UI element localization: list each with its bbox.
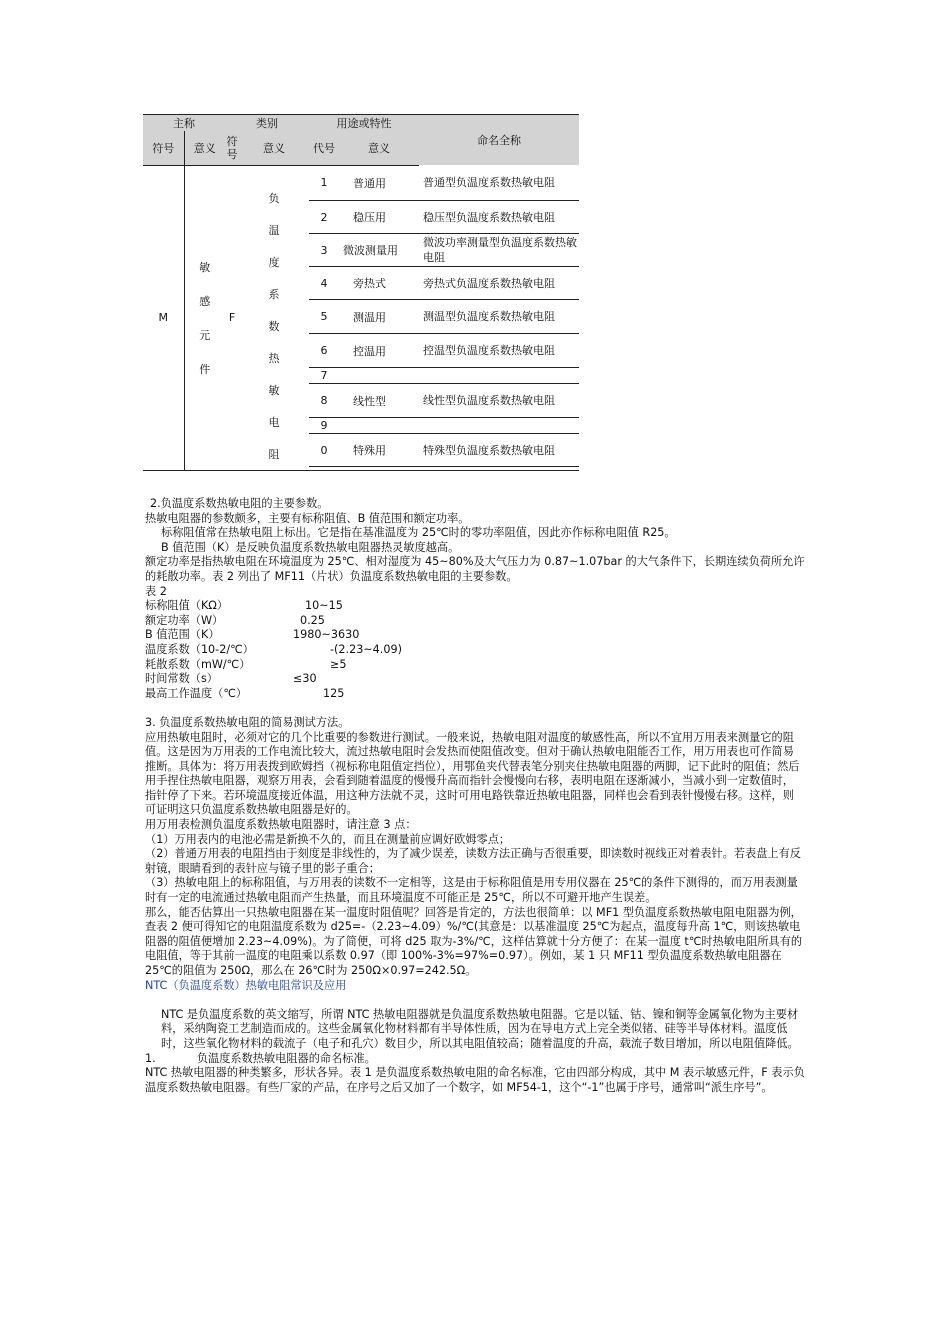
header-category: 类别 xyxy=(225,115,309,132)
ntc-heading-1 xyxy=(145,1052,805,1067)
table-2-label: 表 2 xyxy=(145,584,167,598)
category-meaning xyxy=(239,182,309,470)
param-name: 最高工作温度（℃） xyxy=(145,686,248,700)
row-code: 3 xyxy=(309,234,339,267)
table-row xyxy=(309,201,579,234)
param-name: 额定功率（W） xyxy=(145,613,224,627)
row-code: 9 xyxy=(309,418,339,434)
main-meaning-char: 敏 xyxy=(199,260,211,274)
heading-number: 1. xyxy=(145,1051,156,1065)
row-full-name: 稳压型负温度系数热敏电阻 xyxy=(419,201,579,234)
param-row xyxy=(145,599,805,614)
param-name: 温度系数（10-2/℃） xyxy=(145,642,254,656)
param-value: 0.25 xyxy=(300,613,325,627)
paragraph: 用万用表检测负温度系数热敏电阻器时，请注意 3 点： xyxy=(145,818,417,832)
table-row xyxy=(309,300,579,334)
header-main-name: 主称 xyxy=(143,115,225,132)
main-meaning-char: 元 xyxy=(199,328,211,342)
category-meaning-char: 敏 xyxy=(268,383,280,397)
header-code: 代号 xyxy=(309,131,339,165)
heading-text: 负温度系数热敏电阻器的命名标准。 xyxy=(196,1051,376,1065)
param-row xyxy=(145,643,805,658)
category-meaning-char: 温 xyxy=(268,223,280,237)
row-full-name xyxy=(419,368,579,384)
main-meaning-cell xyxy=(184,165,225,470)
main-meaning-char: 件 xyxy=(199,362,211,376)
row-full-name: 线性型负温度系数热敏电阻 xyxy=(419,384,579,418)
row-full-name: 微波功率测量型负温度系数热敏电阻 xyxy=(419,234,579,267)
header-category-symbol-text: 符号 xyxy=(226,134,238,161)
param-row xyxy=(145,687,805,702)
table-row xyxy=(309,334,579,368)
header-use-meaning: 意义 xyxy=(339,131,419,165)
param-name: 标称阻值（KΩ） xyxy=(145,599,229,613)
table-row xyxy=(309,434,579,467)
category-meaning-char: 度 xyxy=(268,255,280,269)
param-value: ≤30 xyxy=(293,672,317,686)
paragraph: B 值范围（K）是反映负温度系数热敏电阻器热灵敏度越高。 xyxy=(161,540,460,554)
paragraph: NTC 是负温度系数的英文缩写，所谓 NTC 热敏电阻器就是负温度系数热敏电阻器。它是以锰、钴、镍和铜等金属氧化物为主要材料，采纳陶瓷工艺制造而成的。这些金属氧化物材料都有半导体性质，因为在导电方式上完全类似锗、硅等半导体材料。温度低时，这些氧化物材料的载流子（电子和孔穴）数目少，所以其电阻值较高；随着温度的升高，载流子数目增加，所以电阻值降低。 xyxy=(161,1007,799,1050)
row-code: 2 xyxy=(309,201,339,234)
row-full-name xyxy=(419,418,579,434)
row-code: 7 xyxy=(309,368,339,384)
category-meaning-cell xyxy=(239,165,309,470)
category-meaning-char: 负 xyxy=(268,191,280,205)
table-row xyxy=(309,166,579,201)
table-row xyxy=(309,368,579,384)
table-row xyxy=(309,267,579,300)
table-row xyxy=(309,418,579,434)
category-meaning-char: 数 xyxy=(268,319,280,333)
main-meaning xyxy=(185,250,226,386)
row-use: 控温用 xyxy=(339,334,419,368)
row-full-name: 旁热式负温度系数热敏电阻 xyxy=(419,267,579,300)
header-meaning: 意义 xyxy=(184,131,225,165)
paragraph: NTC 热敏电阻器的种类繁多，形状各异。表 1 是负温度系数热敏电阻的命名标准，它由四部分构成，其中 M 表示敏感元件，F 表示负温度系数热敏电阻器。有些厂家的产品，在序号之后又加了一个数字，如 MF54-1，这个“-1”也属于序号，通常叫“派生序号”。 xyxy=(145,1066,805,1094)
row-use: 稳压用 xyxy=(339,201,419,234)
paragraph: 热敏电阻器的参数颇多，主要有标称阻值、B 值范围和额定功率。 xyxy=(145,511,470,525)
row-use: 微波测量用 xyxy=(339,234,419,267)
row-full-name: 普通型负温度系数热敏电阻 xyxy=(419,166,579,201)
category-meaning-char: 热 xyxy=(268,351,280,365)
paragraph: （3）热敏电阻上的标称阻值，与万用表的读数不一定相等，这是由于标称阻值是用专用仪器在 25℃的条件下测得的，而万用表测量时有一定的电流通过热敏电阻而产生热量，而且环境温度不可能正是 25℃，所以不可避开地产生误差。 xyxy=(145,876,798,905)
category-symbol-cell xyxy=(225,165,239,470)
param-row xyxy=(145,672,805,687)
code-rows-cell xyxy=(309,165,579,470)
param-value: -(2.23~4.09) xyxy=(330,642,402,656)
paragraph: 额定功率是指热敏电阻在环境温度为 25℃、相对湿度为 45~80%及大气压力为 0.87~1.07bar 的大气条件下，长期连续负荷所允许的耗散功率。表 2 列出了 MF11（片状）负温度系数热敏电阻的主要参数。 xyxy=(145,555,805,583)
row-code: 4 xyxy=(309,267,339,300)
row-use: 线性型 xyxy=(339,384,419,418)
row-code: 5 xyxy=(309,300,339,334)
paragraph: 那么，能否估算出一只热敏电阻器在某一温度时阻值呢？回答是肯定的，方法也很简单：以 MF1 型负温度系数热敏电阻电阻器为例，查表 2 便可得知它的电阻温度系数为 d25=-（2.23~4.09）%/℃(其意是：以基准温度 25℃为起点，温度每升高 1℃，则该热敏电阻器的阻值便增加 2.23~4.09%)。为了简便，可将 d25 取为-3%/℃，这样估算就十分方便了：在某一温度 t℃时热敏电阻所具有的电阻值，等于其前一温度的电阻乘以系数 0.97（即 100%-3%=97%=0.97）。例如，某 1 只 MF11 型负温度系数热敏电阻器在 25℃的阻值为 250Ω，那么在 26℃时为 250Ω×0.97=242.5Ω。 xyxy=(145,905,803,977)
param-name: B 值范围（K） xyxy=(145,628,220,642)
main-symbol: M xyxy=(158,311,168,324)
category-meaning-char: 阻 xyxy=(268,447,280,461)
category-symbol: F xyxy=(228,311,236,324)
paragraph: （2）普通万用表的电阻挡由于刻度是非线性的，为了减少误差，读数方法正确与否很重要，即读数时视线正对着表针。若表盘上有反射镜，眼睛看到的表针应与镜子里的影子重合； xyxy=(145,847,801,875)
param-row xyxy=(145,628,805,643)
main-symbol-cell xyxy=(143,165,184,470)
row-full-name: 控温型负温度系数热敏电阻 xyxy=(419,334,579,368)
param-row xyxy=(145,658,805,673)
paragraph: 标称阻值常在热敏电阻上标出。它是指在基准温度为 25℃时的零功率阻值，因此亦作标称电阻值 R25。 xyxy=(161,526,676,540)
header-symbol: 符号 xyxy=(143,131,184,165)
row-full-name: 特殊型负温度系数热敏电阻 xyxy=(419,434,579,467)
ntc-article-link[interactable]: NTC（负温度系数）热敏电阻常识及应用 xyxy=(145,978,347,992)
param-row xyxy=(145,614,805,629)
param-value: 10~15 xyxy=(305,599,343,613)
table-row xyxy=(309,384,579,418)
paragraph: 应用热敏电阻时，必须对它的几个比重要的参数进行测试。一般来说，热敏电阻对温度的敏感性高，所以不宜用万用表来测量它的阻值。这是因为万用表的工作电流比较大，流过热敏电阻时会发热而使阻值改变。但对于确认热敏电阻能否工作，用万用表也可作简易推断。具体为：将万用表拨到欧姆挡（视标称电阻值定挡位），用鄂鱼夹代替表笔分别夹住热敏电阻器的两脚，记下此时的阻值；然后用手捏住热敏电阻器，观察万用表，会看到随着温度的慢慢升高而指针会慢慢向右移，表明电阻在逐渐减小，当减小到一定数值时，指针停了下来。若环境温度接近体温，用这种方法就不灵，这时可用电路铁靠近热敏电阻器，同样也会看到表针慢慢右移。这样，则可证明这只负温度系数热敏电阻器是好的。 xyxy=(145,730,800,817)
row-use: 特殊用 xyxy=(339,434,419,467)
category-meaning-char: 电 xyxy=(268,415,280,429)
row-use: 测温用 xyxy=(339,300,419,334)
table-row xyxy=(309,234,579,267)
param-value: 125 xyxy=(323,686,345,700)
row-full-name: 测温型负温度系数热敏电阻 xyxy=(419,300,579,334)
document-body xyxy=(145,497,805,1095)
row-code: 0 xyxy=(309,434,339,467)
param-name: 耗散系数（mW/℃） xyxy=(145,657,251,671)
row-code: 8 xyxy=(309,384,339,418)
header-use: 用途或特性 xyxy=(309,115,419,132)
header-category-meaning: 意义 xyxy=(239,131,309,165)
row-use: 旁热式 xyxy=(339,267,419,300)
main-meaning-char: 感 xyxy=(199,294,211,308)
section-3-title: 3. 负温度系数热敏电阻的简易测试方法。 xyxy=(145,715,350,729)
row-code: 6 xyxy=(309,334,339,368)
category-meaning-char: 系 xyxy=(268,287,280,301)
param-value: ≥5 xyxy=(330,657,347,671)
paragraph: （1）万用表内的电池必需是新换不久的，而且在测量前应调好欧姆零点； xyxy=(145,832,511,846)
header-category-symbol xyxy=(225,131,239,165)
header-full-name: 命名全称 xyxy=(419,115,579,166)
row-code: 1 xyxy=(309,166,339,201)
row-use xyxy=(339,418,419,434)
section-2-title: 2.负温度系数热敏电阻的主要参数。 xyxy=(150,497,329,510)
row-use xyxy=(339,368,419,384)
code-rows xyxy=(309,166,579,468)
row-use: 普通用 xyxy=(339,166,419,201)
naming-standard-table xyxy=(143,114,579,471)
param-value: 1980~3630 xyxy=(293,628,360,642)
param-name: 时间常数（s） xyxy=(145,672,218,686)
